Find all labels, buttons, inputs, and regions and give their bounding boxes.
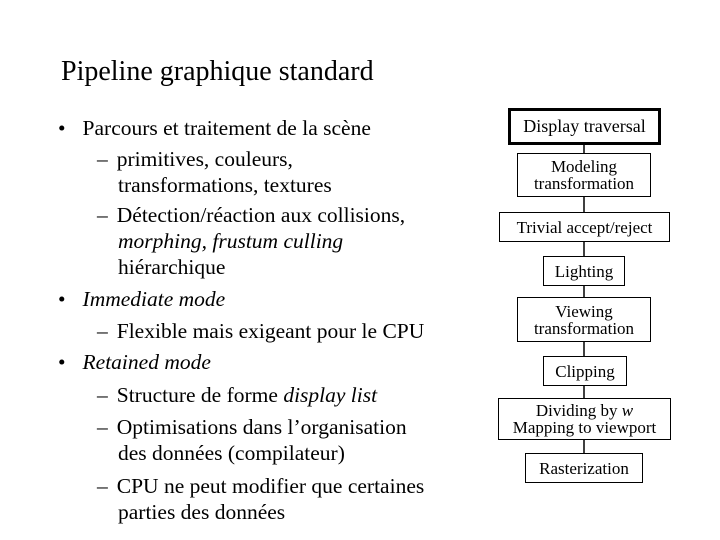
stage-rasterization	[525, 453, 643, 483]
bullet-text: des données (compilateur)	[118, 441, 345, 465]
stage-label: Dividing by	[535, 401, 622, 420]
dash-mark: –	[97, 474, 108, 498]
bullet-text: Structure de forme	[116, 383, 284, 407]
bullet-text-italic: display list	[283, 383, 378, 407]
stage-label: Lighting	[554, 261, 614, 281]
bullet-text: Optimisations dans l’organisation	[116, 415, 407, 439]
bullet-text: hiérarchique	[118, 255, 226, 279]
stage-label: transformation	[533, 318, 635, 338]
bullet-text: parties des données	[118, 500, 286, 524]
bullet-text: Retained mode	[82, 350, 211, 374]
dash-mark: –	[97, 383, 108, 407]
bullet-mark: •	[58, 116, 66, 140]
stage-label: Display traversal	[523, 116, 646, 136]
bullet-text: transformations, textures	[118, 173, 332, 197]
bullet-text: CPU ne peut modifier que certaines	[116, 474, 425, 498]
stage-viewing-transformation	[517, 297, 651, 342]
stage-label: Viewing	[555, 301, 613, 321]
stage-lighting	[543, 256, 625, 286]
bullet-mark: •	[58, 287, 66, 311]
stage-label: Clipping	[555, 361, 615, 381]
dash-mark: –	[97, 203, 108, 227]
stage-modeling-transformation	[517, 153, 651, 197]
bullet-text: morphing, frustum culling	[118, 229, 344, 253]
stage-label: Rasterization	[539, 458, 629, 478]
stage-dividing-mapping	[498, 398, 671, 440]
bullet-text: Immediate mode	[82, 287, 226, 311]
stage-trivial-accept-reject	[499, 212, 670, 242]
bullet-text: primitives, couleurs,	[116, 147, 293, 171]
bullet-text: Flexible mais exigeant pour le CPU	[116, 319, 425, 343]
stage-clipping	[543, 356, 627, 386]
stage-label: Mapping to viewport	[512, 418, 657, 437]
stage-label: Trivial accept/reject	[516, 217, 653, 237]
stage-label: Modeling	[550, 157, 618, 176]
stage-label: transformation	[533, 174, 635, 193]
dash-mark: –	[97, 147, 108, 171]
dash-mark: –	[97, 415, 108, 439]
bullet-mark: •	[58, 350, 66, 374]
stage-label-italic: w	[621, 401, 634, 420]
stage-label-row	[536, 402, 633, 419]
bullet-text: Détection/réaction aux collisions,	[116, 203, 406, 227]
stage-display-traversal	[508, 108, 661, 145]
dash-mark: –	[97, 319, 108, 343]
bullet-text: Parcours et traitement de la scène	[82, 116, 371, 140]
slide-title: Pipeline graphique standard	[61, 56, 374, 87]
